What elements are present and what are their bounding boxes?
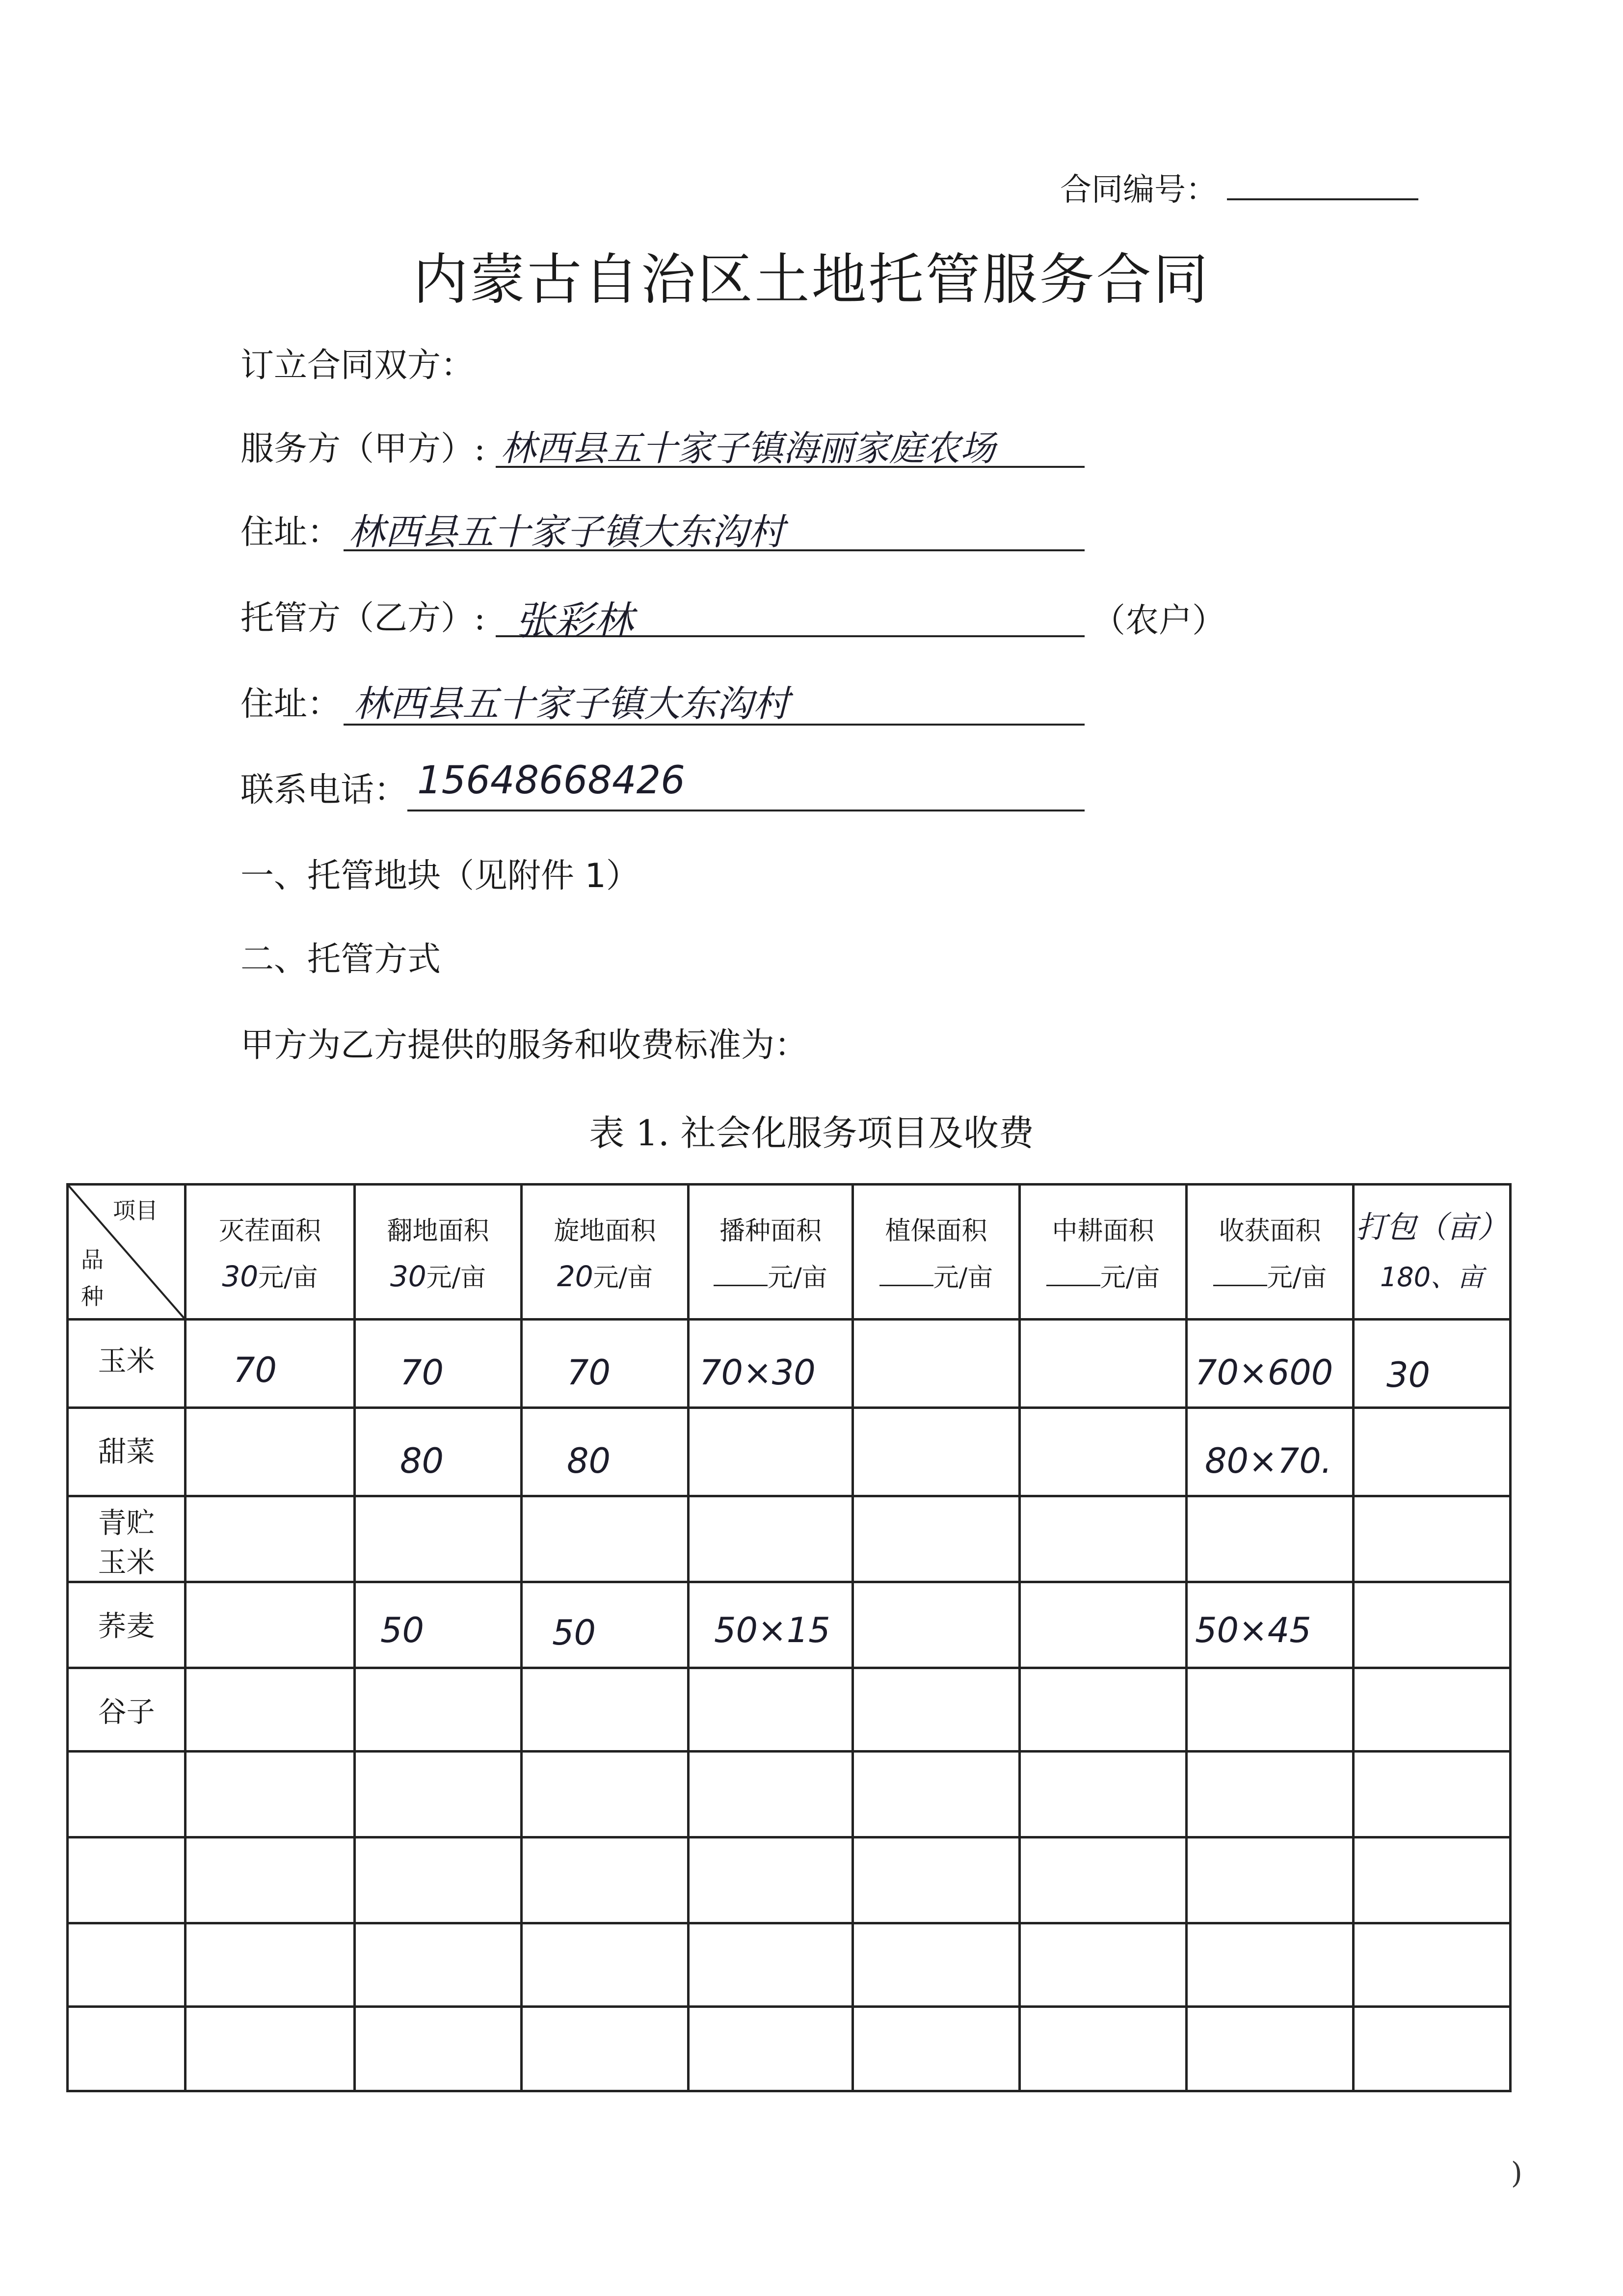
- col-name: 打包（亩）: [1356, 1209, 1508, 1245]
- cell-corn-stubble: 70: [233, 1350, 277, 1390]
- row-label-silage-2: 玉米: [98, 1545, 155, 1579]
- col-price-blank[interactable]: [1046, 1281, 1100, 1286]
- table-row-divider: [66, 1750, 1512, 1753]
- contract-number: [1060, 164, 1418, 210]
- col-header-package: [1355, 1203, 1509, 1294]
- table-col-divider: [520, 1183, 523, 2092]
- service-fee-table: [66, 1183, 1512, 2092]
- table-row-divider: [66, 1667, 1512, 1669]
- row-label-millet: 谷子: [98, 1695, 155, 1729]
- col-header-sowing: [690, 1210, 851, 1294]
- cell-beet-plow: 80: [400, 1441, 444, 1481]
- service-address-label: 住址：: [240, 513, 341, 552]
- col-header-stubble: [186, 1210, 353, 1294]
- table-col-divider: [1018, 1183, 1021, 2092]
- contract-number-blank[interactable]: [1227, 179, 1418, 200]
- col-unit: 元/亩: [933, 1263, 993, 1293]
- table-border-top: [66, 1183, 1512, 1186]
- table-col-divider: [851, 1183, 854, 2092]
- service-address-value: 林西县五十家子镇大东沟村: [348, 511, 784, 553]
- col-unit: 元/亩: [258, 1263, 318, 1293]
- table-col-divider: [1352, 1183, 1355, 2092]
- col-price: 180、亩: [1380, 1262, 1484, 1293]
- cell-beet-harvest: 80×70.: [1205, 1441, 1332, 1481]
- table-row-divider: [66, 2005, 1512, 2008]
- col-unit: 元/亩: [426, 1263, 486, 1293]
- col-unit: 元/亩: [1100, 1263, 1160, 1293]
- col-header-protection: [854, 1210, 1018, 1294]
- cell-beet-rotary: 80: [567, 1441, 611, 1481]
- col-unit: 元/亩: [593, 1263, 653, 1293]
- col-unit: 元/亩: [768, 1263, 827, 1293]
- table-caption: 表 1. 社会化服务项目及收费: [589, 1112, 1034, 1154]
- table-header-divider: [66, 1318, 1512, 1321]
- row-label-corn: 玉米: [98, 1344, 155, 1378]
- service-party-label: 服务方（甲方）:: [240, 430, 485, 468]
- col-price-blank[interactable]: [879, 1281, 933, 1286]
- contract-number-label: 合同编号：: [1060, 172, 1217, 208]
- col-header-plow: [356, 1210, 520, 1294]
- phone-value: 15648668426: [417, 758, 685, 803]
- corner-label-crop-1: 品: [81, 1246, 104, 1273]
- table-row-divider: [66, 1836, 1512, 1838]
- section-2-body: 甲方为乙方提供的服务和收费标准为：: [240, 1026, 808, 1065]
- cell-corn-package: 30: [1386, 1355, 1431, 1395]
- col-name: 旋地面积: [554, 1216, 656, 1246]
- row-label-silage-1: 青贮: [98, 1506, 155, 1540]
- client-party-value: 张彩林: [515, 598, 633, 644]
- col-name: 灭茬面积: [218, 1216, 321, 1246]
- corner-label-item: 项目: [113, 1197, 158, 1224]
- row-label-buckwheat: 荞麦: [98, 1609, 155, 1643]
- table-row-divider: [66, 1406, 1512, 1409]
- section-2-heading: 二、托管方式: [240, 940, 441, 979]
- cell-corn-sowing: 70×30: [699, 1352, 816, 1393]
- cell-corn-rotary: 70: [567, 1352, 611, 1393]
- col-unit: 元/亩: [1267, 1263, 1327, 1293]
- cell-buckwheat-plow: 50: [380, 1610, 425, 1650]
- service-party-value: 林西县五十家子镇海丽家庭农场: [501, 428, 996, 469]
- row-label-sugar-beet: 甜菜: [98, 1435, 155, 1468]
- col-name: 中耕面积: [1052, 1216, 1154, 1246]
- col-price: 30: [390, 1260, 426, 1293]
- parties-intro: 订立合同双方：: [240, 346, 475, 385]
- col-name: 收获面积: [1219, 1216, 1321, 1246]
- cell-buckwheat-harvest: 50×45: [1195, 1610, 1311, 1650]
- table-col-divider: [353, 1183, 356, 2092]
- col-header-rotary: [523, 1210, 687, 1294]
- table-row-divider: [66, 1581, 1512, 1583]
- phone-label: 联系电话：: [240, 771, 408, 810]
- section-1-heading: 一、托管地块（见附件 1）: [240, 857, 639, 895]
- cell-buckwheat-sowing: 50×15: [714, 1610, 830, 1650]
- col-name: 植保面积: [885, 1216, 987, 1246]
- cell-buckwheat-rotary: 50: [552, 1613, 596, 1653]
- margin-mark: ): [1511, 2156, 1522, 2190]
- corner-label-crop-2: 种: [81, 1283, 104, 1310]
- table-row-divider: [66, 1495, 1512, 1497]
- col-header-cultivation: [1021, 1210, 1185, 1294]
- table-col-divider: [687, 1183, 690, 2092]
- phone-field[interactable]: [407, 808, 1085, 811]
- table-border-bottom: [66, 2090, 1512, 2092]
- col-price: 30: [222, 1260, 259, 1293]
- table-row-divider: [66, 1922, 1512, 1924]
- col-header-harvest: [1188, 1210, 1352, 1294]
- client-address-value: 林西县五十家子镇大东沟村: [353, 683, 789, 725]
- col-name: 播种面积: [719, 1216, 822, 1246]
- cell-corn-harvest: 70×600: [1195, 1352, 1333, 1393]
- col-name: 翻地面积: [387, 1216, 489, 1246]
- client-party-suffix: （农户）: [1092, 601, 1226, 640]
- document-title: 内蒙古自治区土地托管服务合同: [413, 248, 1210, 312]
- col-price: 20: [557, 1260, 593, 1293]
- table-border-right: [1509, 1183, 1512, 2092]
- cell-corn-plow: 70: [400, 1352, 444, 1393]
- client-party-label: 托管方（乙方）:: [240, 599, 485, 638]
- table-col-divider: [1185, 1183, 1188, 2092]
- client-address-label: 住址：: [240, 685, 341, 724]
- col-price-blank[interactable]: [1213, 1281, 1267, 1286]
- col-price-blank[interactable]: [714, 1281, 768, 1286]
